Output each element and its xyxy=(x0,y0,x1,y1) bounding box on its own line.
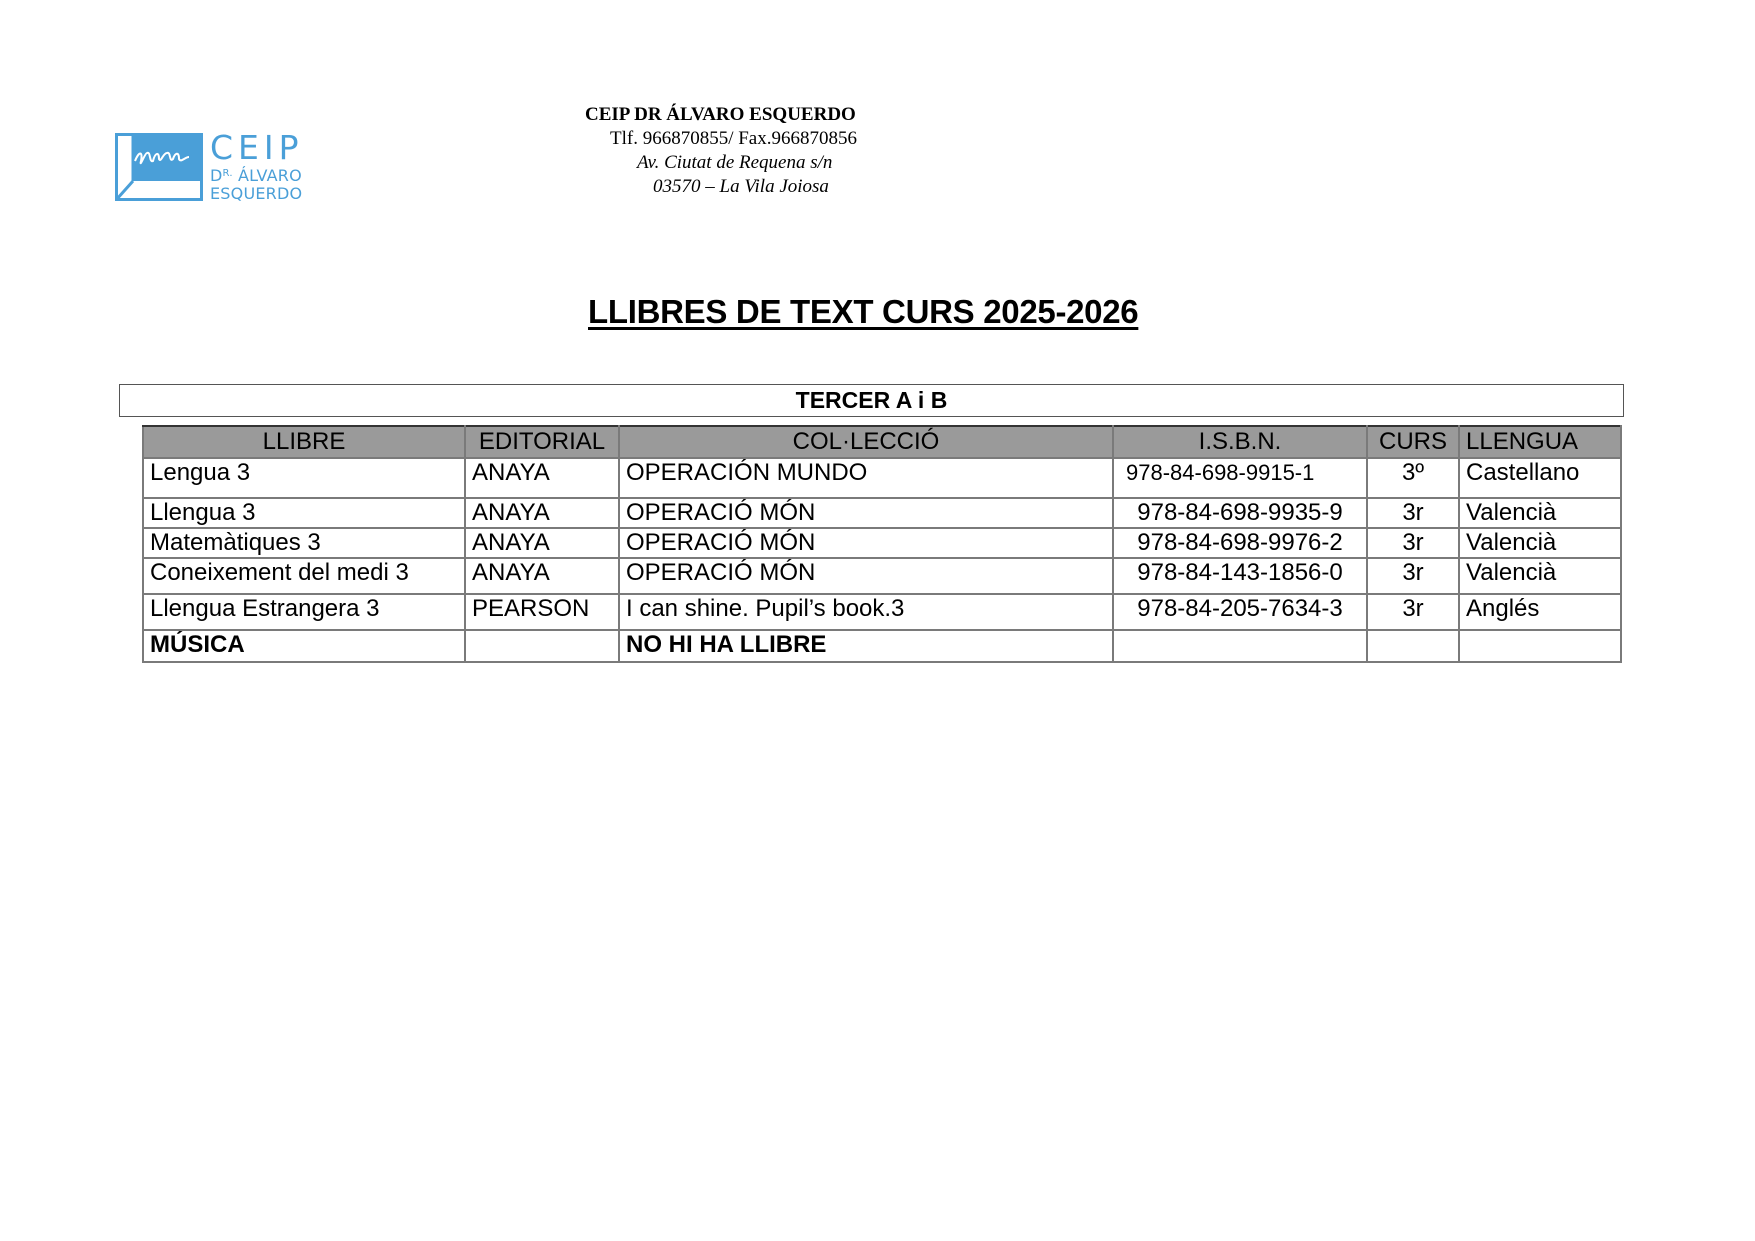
cell-curs: 3r xyxy=(1367,528,1459,558)
document-title: LLIBRES DE TEXT CURS 2025-2026 xyxy=(588,293,1139,330)
logo-alvaro-text: ÁLVARO xyxy=(232,166,302,185)
cell-isbn: 978-84-698-9976-2 xyxy=(1113,528,1367,558)
logo-dr-superscript: R. xyxy=(222,168,233,179)
school-name: CEIP DR ÁLVARO ESQUERDO xyxy=(585,104,856,125)
cell-isbn: 978-84-143-1856-0 xyxy=(1113,558,1367,594)
group-heading: TERCER A i B xyxy=(119,384,1624,417)
school-logo xyxy=(115,128,345,203)
cell-llibre: Coneixement del medi 3 xyxy=(143,558,465,594)
cell-curs xyxy=(1367,630,1459,662)
column-header-editorial: EDITORIAL xyxy=(465,426,619,458)
table-row xyxy=(143,630,1621,662)
cell-curs: 3r xyxy=(1367,558,1459,594)
table-row xyxy=(143,528,1621,558)
cell-llibre: Matemàtiques 3 xyxy=(143,528,465,558)
cell-editorial: PEARSON xyxy=(465,594,619,630)
logo-name-line xyxy=(210,168,302,184)
cell-colleccio: OPERACIÓ MÓN xyxy=(619,558,1113,594)
column-header-llibre: LLIBRE xyxy=(143,426,465,458)
cell-editorial: ANAYA xyxy=(465,558,619,594)
cell-llibre: MÚSICA xyxy=(143,630,465,662)
cell-colleccio: OPERACIÓN MUNDO xyxy=(619,458,1113,498)
textbooks-table xyxy=(142,425,1622,663)
table-row xyxy=(143,458,1621,498)
cell-llengua: Castellano xyxy=(1459,458,1621,498)
cell-llibre: Llengua 3 xyxy=(143,498,465,528)
table-row xyxy=(143,498,1621,528)
cell-llibre: Lengua 3 xyxy=(143,458,465,498)
cell-isbn xyxy=(1113,630,1367,662)
cell-editorial xyxy=(465,630,619,662)
table-header-row xyxy=(143,426,1621,458)
column-header-isbn: I.S.B.N. xyxy=(1113,426,1367,458)
cell-llengua: Valencià xyxy=(1459,528,1621,558)
column-header-llengua: LLENGUA xyxy=(1459,426,1621,458)
school-header xyxy=(560,103,940,199)
cell-curs: 3r xyxy=(1367,498,1459,528)
cell-llengua xyxy=(1459,630,1621,662)
cell-isbn: 978-84-698-9915-1 xyxy=(1113,458,1367,498)
cell-editorial: ANAYA xyxy=(465,498,619,528)
cell-llengua: Valencià xyxy=(1459,558,1621,594)
school-city: 03570 – La Vila Joiosa xyxy=(653,176,829,197)
table-row xyxy=(143,558,1621,594)
cell-curs: 3r xyxy=(1367,594,1459,630)
column-header-curs: CURS xyxy=(1367,426,1459,458)
cell-editorial: ANAYA xyxy=(465,528,619,558)
cell-editorial: ANAYA xyxy=(465,458,619,498)
cell-isbn: 978-84-205-7634-3 xyxy=(1113,594,1367,630)
cell-colleccio: OPERACIÓ MÓN xyxy=(619,528,1113,558)
column-header-colleccio: COL·LECCIÓ xyxy=(619,426,1113,458)
logo-ceip-text: CEIP xyxy=(210,128,304,167)
logo-surname-line: ESQUERDO xyxy=(210,184,303,203)
cell-llengua: Valencià xyxy=(1459,498,1621,528)
logo-dr-prefix: D xyxy=(210,166,223,185)
cell-curs: 3º xyxy=(1367,458,1459,498)
cell-llengua: Anglés xyxy=(1459,594,1621,630)
school-address: Av. Ciutat de Requena s/n xyxy=(637,152,833,173)
school-logo-icon xyxy=(115,133,203,201)
cell-colleccio: NO HI HA LLIBRE xyxy=(619,630,1113,662)
table-row xyxy=(143,594,1621,630)
school-phone: Tlf. 966870855/ Fax.966870856 xyxy=(610,128,857,149)
cell-colleccio: I can shine. Pupil’s book.3 xyxy=(619,594,1113,630)
cell-colleccio: OPERACIÓ MÓN xyxy=(619,498,1113,528)
cell-isbn: 978-84-698-9935-9 xyxy=(1113,498,1367,528)
cell-llibre: Llengua Estrangera 3 xyxy=(143,594,465,630)
